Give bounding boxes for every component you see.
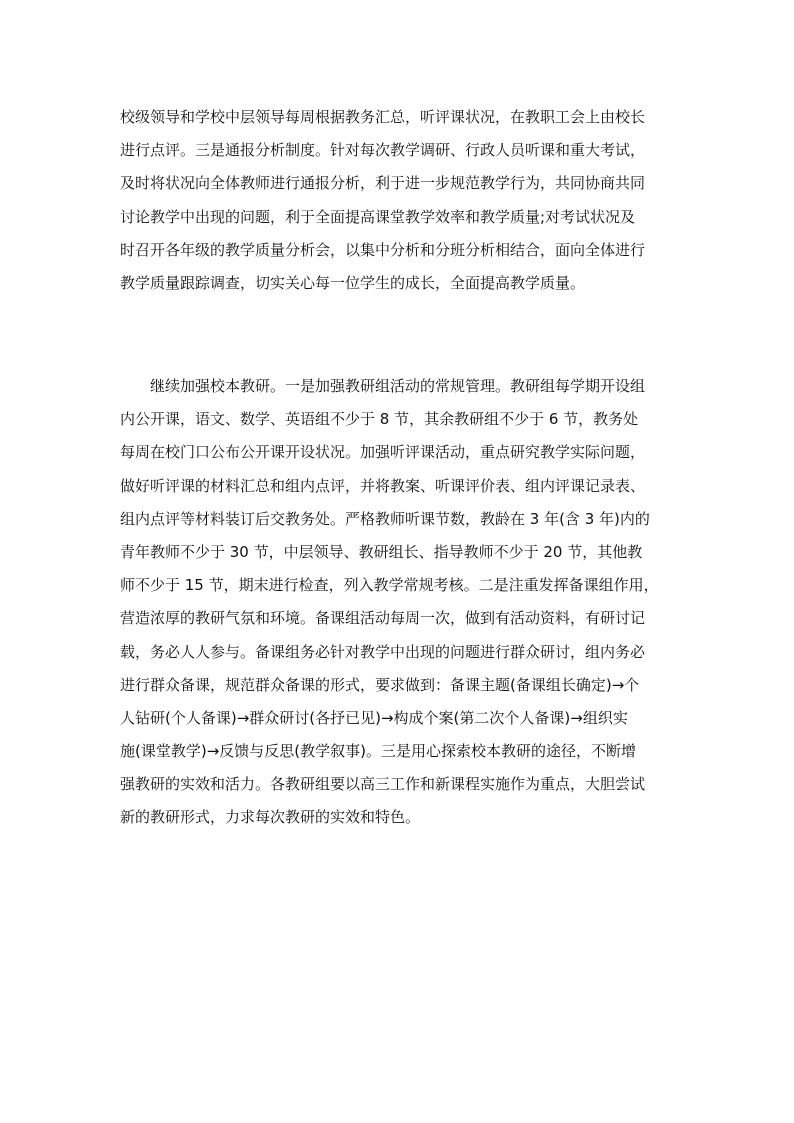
text-line: 人钻研(个人备课)→群众研讨(各抒已见)→构成个案(第二次个人备课)→组织实 — [120, 708, 628, 727]
text-line: 青年教师不少于 30 节，中层领导、教研组长、指导教师不少于 20 节，其他教 — [120, 542, 643, 561]
text-line: 强教研的实效和活力。各教研组要以高三工作和新课程实施作为重点，大胆尝试 — [120, 775, 646, 794]
text-line: 做好听评课的材料汇总和组内点评，并将教案、听课评价表、组内评课记录表、 — [120, 476, 646, 495]
text-line: 组内点评等材料装订后交教务处。严格教师听课节数，教龄在 3 年(含 3 年)内的 — [120, 509, 650, 528]
text-line: 每周在校门口公布公开课开设状况。加强听评课活动，重点研究教学实际问题， — [120, 443, 646, 462]
text-line: 及时将状况向全体教师进行通报分析，利于进一步规范教学行为，共同协商共同 — [120, 174, 646, 193]
text-line: 进行点评。三是通报分析制度。针对每次教学调研、行政人员听课和重大考试， — [120, 141, 646, 160]
text-line: 校级领导和学校中层领导每周根据教务汇总，听评课状况，在教职工会上由校长 — [120, 108, 646, 126]
text-line: 讨论教学中出现的问题，利于全面提高课堂教学效率和教学质量;对考试状况及 — [120, 207, 636, 226]
text-line: 施(课堂教学)→反馈与反思(教学叙事)。三是用心探索校本教研的途径，不断增 — [120, 742, 636, 761]
text-line: 进行群众备课，规范群众备课的形式，要求做到：备课主题(备课组长确定)→个 — [120, 675, 640, 694]
text-line: 新的教研形式，力求每次教研的实效和特色。 — [120, 808, 421, 827]
paragraph-school-research — [120, 370, 676, 835]
text-line: 师不少于 15 节，期末进行检查，列入教学常规考核。二是注重发挥备课组作用， — [120, 576, 659, 595]
paragraph-teaching-evaluation — [120, 101, 676, 300]
text-line: 载，务必人人参与。备课组务必针对教学中出现的问题进行群众研讨，组内务必 — [120, 642, 646, 661]
text-line: 内公开课，语文、数学、英语组不少于 8 节，其余教研组不少于 6 节，教务处 — [120, 410, 639, 429]
text-line: 继续加强校本教研。一是加强教研组活动的常规管理。教研组每学期开设组 — [150, 377, 646, 395]
text-line: 教学质量跟踪调查，切实关心每一位学生的成长，全面提高教学质量。 — [120, 273, 586, 292]
text-line: 营造浓厚的教研气氛和环境。备课组活动每周一次，做到有活动资料，有研讨记 — [120, 609, 646, 628]
text-line: 时召开各年级的教学质量分析会，以集中分析和分班分析相结合，面向全体进行 — [120, 240, 646, 259]
